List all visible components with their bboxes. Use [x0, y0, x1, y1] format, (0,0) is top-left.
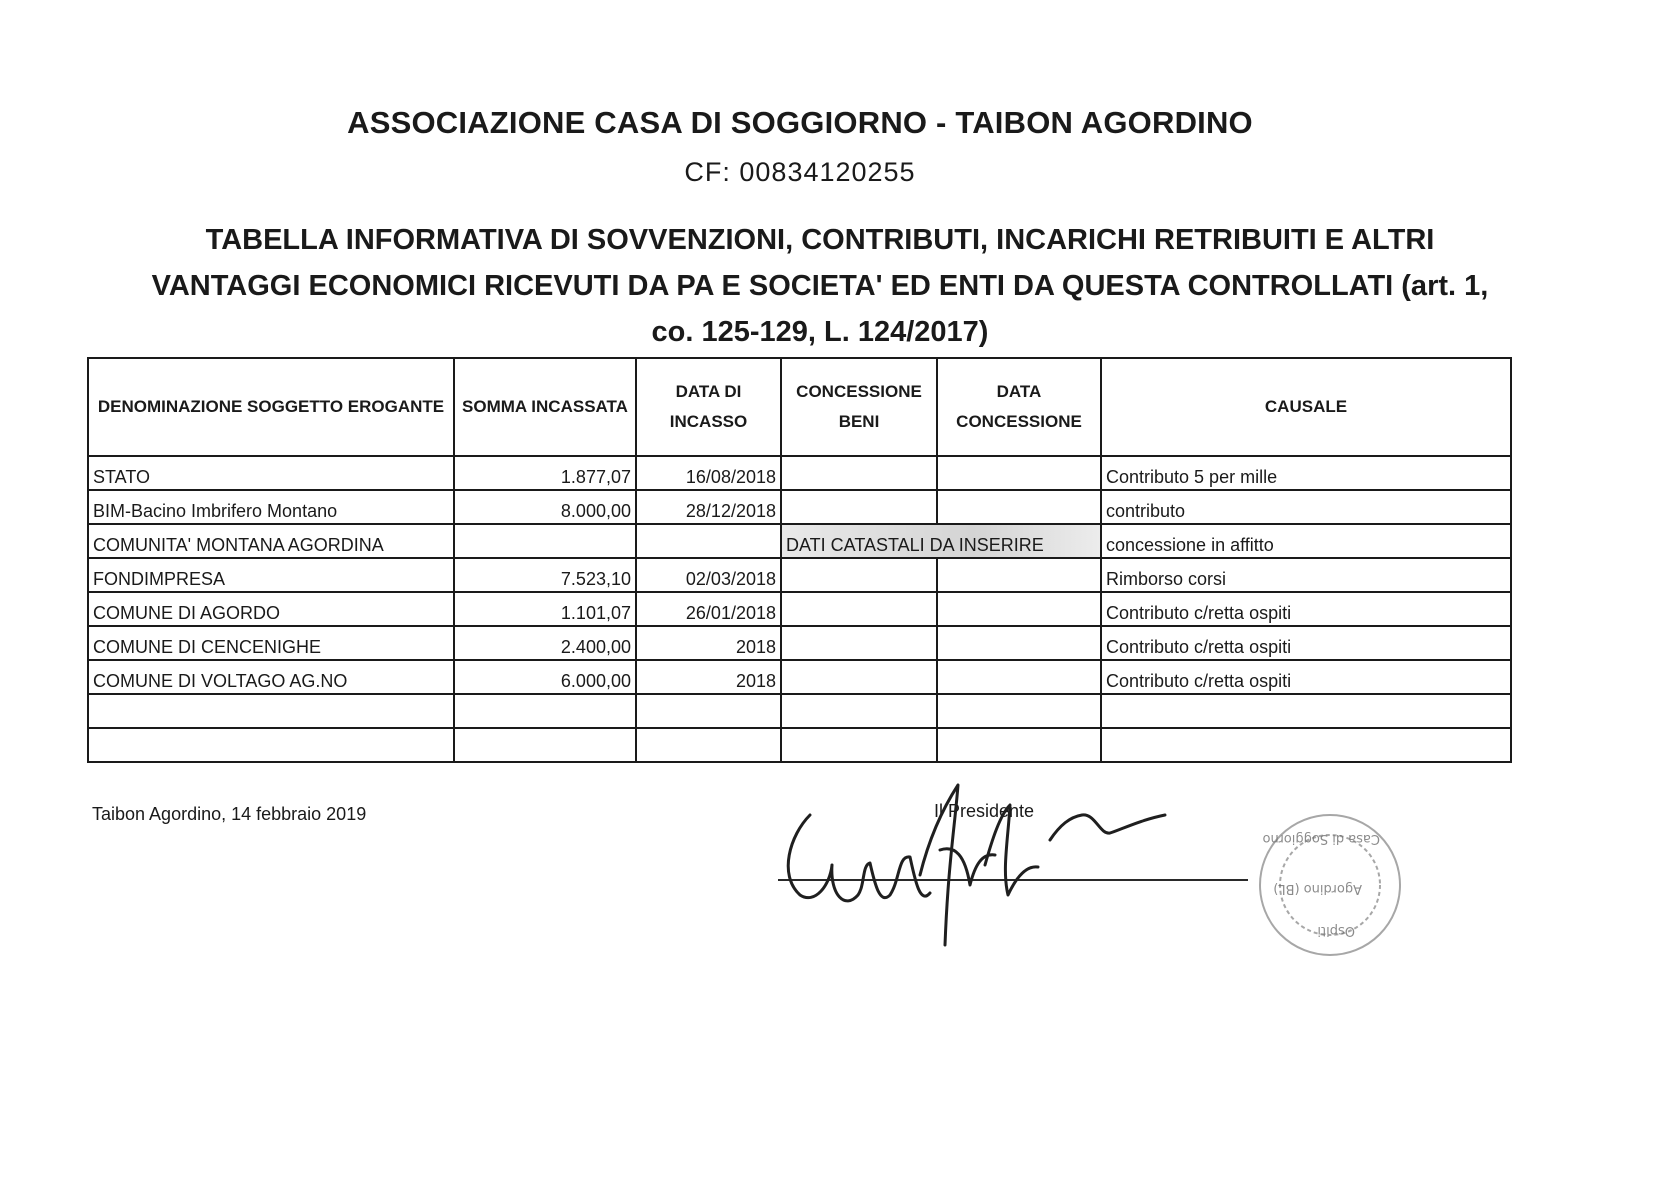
place-and-date: Taibon Agordino, 14 febbraio 2019	[92, 804, 367, 824]
cell-date: 28/12/2018	[636, 490, 781, 524]
cell-goods	[781, 660, 937, 694]
cell-entity: STATO	[88, 456, 454, 490]
handwritten-signature	[770, 745, 1170, 975]
cell-concession-date	[937, 456, 1101, 490]
cell-entity: BIM-Bacino Imbrifero Montano	[88, 490, 454, 524]
table-row	[88, 626, 1511, 660]
table-row	[88, 592, 1511, 626]
col-header-reason: CAUSALE	[1101, 358, 1511, 456]
table-row	[88, 660, 1511, 694]
cell-concession-date	[937, 592, 1101, 626]
cell-amount: 1.101,07	[454, 592, 636, 626]
stamp-text-bottom: Casa di Soggiorno	[1262, 831, 1380, 846]
cell-amount	[454, 524, 636, 558]
col-header-entity: DENOMINAZIONE SOGGETTO EROGANTE	[88, 358, 454, 456]
table-row	[88, 558, 1511, 592]
cell-date	[636, 524, 781, 558]
title-line-3: co. 125-129, L. 124/2017)	[651, 316, 989, 348]
cell-entity: COMUNE DI CENCENIGHE	[88, 626, 454, 660]
col-header-amount: SOMMA INCASSATA	[454, 358, 636, 456]
cell-entity: COMUNE DI AGORDO	[88, 592, 454, 626]
table-row	[88, 490, 1511, 524]
signatory-role: Il Presidente	[934, 801, 1035, 821]
cell-reason: Contributo c/retta ospiti	[1101, 626, 1511, 660]
cell-date: 26/01/2018	[636, 592, 781, 626]
cell-empty	[781, 694, 937, 728]
cell-concession-date	[937, 626, 1101, 660]
table-row	[88, 456, 1511, 490]
cell-reason: contributo	[1101, 490, 1511, 524]
cell-empty	[454, 694, 636, 728]
title-line-2: VANTAGGI ECONOMICI RICEVUTI DA PA E SOCIETA' ED ENTI DA QUESTA CONTROLLATI (art. 1,	[151, 270, 1489, 302]
cell-empty	[454, 728, 636, 762]
cell-entity: FONDIMPRESA	[88, 558, 454, 592]
cell-date: 2018	[636, 626, 781, 660]
grants-table	[87, 357, 1512, 763]
table-row-empty	[88, 694, 1511, 728]
rubber-stamp-icon	[1250, 805, 1410, 965]
cell-empty	[1101, 694, 1511, 728]
table-header-row	[88, 358, 1511, 456]
cell-empty	[88, 728, 454, 762]
cell-goods	[781, 558, 937, 592]
cell-concession-date	[937, 558, 1101, 592]
cell-reason: Contributo 5 per mille	[1101, 456, 1511, 490]
cell-entity: COMUNE DI VOLTAGO AG.NO	[88, 660, 454, 694]
cell-reason: Contributo c/retta ospiti	[1101, 660, 1511, 694]
cell-concession-date	[937, 660, 1101, 694]
cell-empty	[937, 694, 1101, 728]
title-line-1: TABELLA INFORMATIVA DI SOVVENZIONI, CONTRIBUTI, INCARICHI RETRIBUITI E ALTRI	[205, 224, 1435, 256]
cell-empty	[636, 694, 781, 728]
cell-reason: Rimborso corsi	[1101, 558, 1511, 592]
table-row	[88, 524, 1511, 558]
cell-amount: 1.877,07	[454, 456, 636, 490]
cell-date: 02/03/2018	[636, 558, 781, 592]
cell-amount: 7.523,10	[454, 558, 636, 592]
col-header-date: DATA DI INCASSO	[636, 358, 781, 456]
cell-reason: concessione in affitto	[1101, 524, 1511, 558]
cell-entity: COMUNITA' MONTANA AGORDINA	[88, 524, 454, 558]
cell-empty	[88, 694, 454, 728]
cell-date: 16/08/2018	[636, 456, 781, 490]
stamp-text-mid: Agordino (BL)	[1273, 881, 1362, 896]
cell-date: 2018	[636, 660, 781, 694]
cell-goods	[781, 490, 937, 524]
col-header-concession-date: DATA CONCESSIONE	[937, 358, 1101, 456]
cell-goods-highlighted: DATI CATASTALI DA INSERIRE	[781, 524, 1101, 558]
cell-reason: Contributo c/retta ospiti	[1101, 592, 1511, 626]
cell-amount: 2.400,00	[454, 626, 636, 660]
cell-goods	[781, 592, 937, 626]
col-header-goods: CONCESSIONE BENI	[781, 358, 937, 456]
cell-amount: 6.000,00	[454, 660, 636, 694]
cell-goods	[781, 456, 937, 490]
organization-title: ASSOCIAZIONE CASA DI SOGGIORNO - TAIBON AGORDINO	[347, 105, 1253, 140]
cell-empty	[636, 728, 781, 762]
cell-goods	[781, 626, 937, 660]
cell-concession-date	[937, 490, 1101, 524]
tax-code: CF: 00834120255	[684, 157, 916, 187]
cell-amount: 8.000,00	[454, 490, 636, 524]
document-title	[40, 217, 1600, 355]
stamp-text-top: Ospiti	[1317, 923, 1355, 938]
